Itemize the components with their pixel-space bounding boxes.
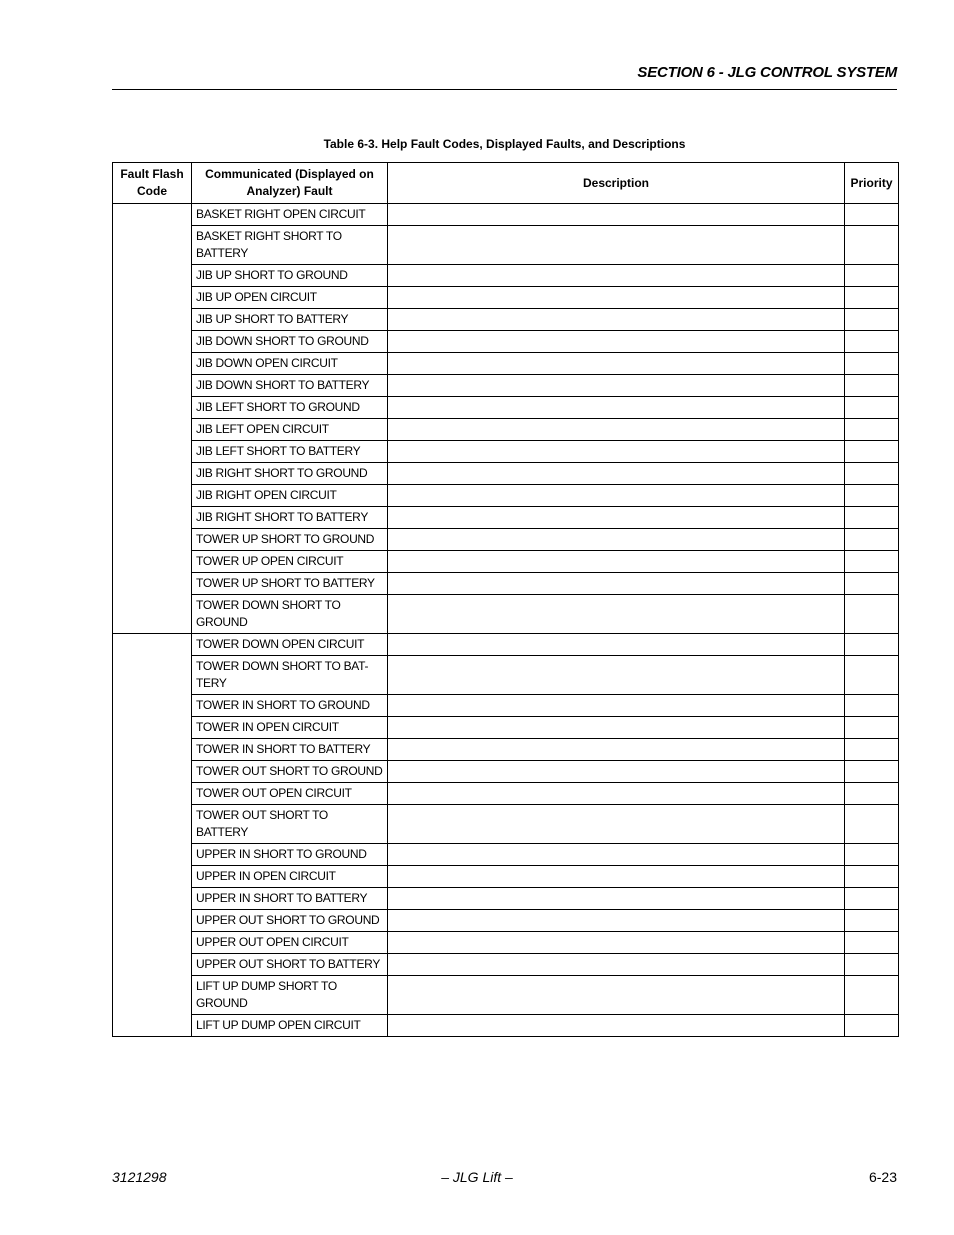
priority-cell [845,507,899,529]
priority-cell [845,695,899,717]
priority-cell [845,656,899,695]
description-cell [388,1015,845,1037]
table-row [113,331,899,353]
table-row [113,739,899,761]
priority-cell [845,375,899,397]
table-row [113,695,899,717]
priority-cell [845,331,899,353]
priority-cell [845,419,899,441]
fault-name-cell: JIB DOWN OPEN CIRCUIT [192,353,388,375]
fault-name-cell: UPPER IN SHORT TO BATTERY [192,888,388,910]
table-row [113,463,899,485]
fault-name-cell: TOWER DOWN SHORT TO GROUND [192,595,388,634]
fault-name-cell: TOWER DOWN OPEN CIRCUIT [192,634,388,656]
description-cell [388,805,845,844]
table-row [113,761,899,783]
description-cell [388,888,845,910]
fault-name-cell: BASKET RIGHT OPEN CIRCUIT [192,204,388,226]
table-row [113,485,899,507]
description-cell [388,265,845,287]
table-row [113,226,899,265]
table-row [113,529,899,551]
description-cell [388,783,845,805]
description-cell [388,739,845,761]
priority-cell [845,910,899,932]
table-row [113,287,899,309]
priority-cell [845,573,899,595]
fault-name-cell: TOWER OUT SHORT TO BATTERY [192,805,388,844]
description-cell [388,397,845,419]
fault-name-cell: TOWER UP SHORT TO BATTERY [192,573,388,595]
fault-name-cell: JIB UP OPEN CIRCUIT [192,287,388,309]
description-cell [388,375,845,397]
priority-cell [845,265,899,287]
table-row [113,551,899,573]
priority-cell [845,717,899,739]
table-row [113,441,899,463]
header-description: Description [388,163,845,204]
fault-name-cell: TOWER IN SHORT TO GROUND [192,695,388,717]
description-cell [388,844,845,866]
table-row [113,844,899,866]
priority-cell [845,1015,899,1037]
priority-cell [845,844,899,866]
description-cell [388,717,845,739]
description-cell [388,309,845,331]
fault-name-cell: JIB DOWN SHORT TO BATTERY [192,375,388,397]
fault-name-cell: BASKET RIGHT SHORT TO BATTERY [192,226,388,265]
header-rule [112,89,897,90]
fault-name-cell: TOWER OUT SHORT TO GROUND [192,761,388,783]
fault-name-cell: UPPER IN SHORT TO GROUND [192,844,388,866]
description-cell [388,761,845,783]
description-cell [388,226,845,265]
description-cell [388,595,845,634]
description-cell [388,331,845,353]
description-cell [388,463,845,485]
fault-name-cell: JIB DOWN SHORT TO GROUND [192,331,388,353]
table-row [113,954,899,976]
table-row [113,573,899,595]
table-title: Table 6-3. Help Fault Codes, Displayed Faults, and Descriptions [323,137,686,151]
header-fault-flash-code: Fault Flash Code [113,163,192,204]
priority-cell [845,529,899,551]
priority-cell [845,226,899,265]
priority-cell [845,485,899,507]
priority-cell [845,441,899,463]
priority-cell [845,888,899,910]
description-cell [388,551,845,573]
footer-center-label: – JLG Lift – [441,1169,513,1185]
priority-cell [845,976,899,1015]
table-row [113,204,899,226]
fault-flash-code-cell [113,204,192,634]
table-row [113,595,899,634]
fault-name-cell: TOWER IN SHORT TO BATTERY [192,739,388,761]
fault-name-cell: JIB LEFT SHORT TO BATTERY [192,441,388,463]
description-cell [388,656,845,695]
table-row [113,309,899,331]
fault-name-cell: TOWER DOWN SHORT TO BAT-TERY [192,656,388,695]
header-priority: Priority [845,163,899,204]
table-row [113,783,899,805]
description-cell [388,287,845,309]
table-row [113,353,899,375]
fault-name-cell: JIB RIGHT OPEN CIRCUIT [192,485,388,507]
description-cell [388,695,845,717]
fault-name-cell: TOWER IN OPEN CIRCUIT [192,717,388,739]
priority-cell [845,634,899,656]
priority-cell [845,287,899,309]
fault-name-cell: UPPER OUT SHORT TO GROUND [192,910,388,932]
description-cell [388,634,845,656]
table-row [113,888,899,910]
footer-page-number: 6-23 [868,1169,897,1185]
description-cell [388,954,845,976]
table-row [113,910,899,932]
table-row [113,866,899,888]
priority-cell [845,805,899,844]
table-row [113,507,899,529]
table-row [113,805,899,844]
table-row [113,976,899,1015]
priority-cell [845,783,899,805]
priority-cell [845,353,899,375]
header-communicated-fault: Communicated (Displayed on Analyzer) Fault [192,163,388,204]
fault-name-cell: TOWER UP SHORT TO GROUND [192,529,388,551]
footer-doc-number: 3121298 [112,1169,167,1185]
priority-cell [845,204,899,226]
fault-name-cell: JIB UP SHORT TO BATTERY [192,309,388,331]
fault-name-cell: LIFT UP DUMP SHORT TO GROUND [192,976,388,1015]
fault-name-cell: JIB UP SHORT TO GROUND [192,265,388,287]
fault-name-cell: JIB LEFT OPEN CIRCUIT [192,419,388,441]
priority-cell [845,595,899,634]
table-row [113,397,899,419]
table-row [113,717,899,739]
fault-name-cell: JIB LEFT SHORT TO GROUND [192,397,388,419]
description-cell [388,866,845,888]
table-row [113,932,899,954]
section-title: SECTION 6 - JLG CONTROL SYSTEM [637,64,897,81]
description-cell [388,529,845,551]
fault-codes-table [112,162,899,1037]
priority-cell [845,397,899,419]
fault-name-cell: UPPER IN OPEN CIRCUIT [192,866,388,888]
description-cell [388,932,845,954]
table-row [113,419,899,441]
priority-cell [845,739,899,761]
priority-cell [845,309,899,331]
table-row [113,1015,899,1037]
fault-name-cell: JIB RIGHT SHORT TO GROUND [192,463,388,485]
table-row [113,634,899,656]
priority-cell [845,551,899,573]
table-header-row [113,163,899,204]
fault-name-cell: LIFT UP DUMP OPEN CIRCUIT [192,1015,388,1037]
fault-name-cell: UPPER OUT SHORT TO BATTERY [192,954,388,976]
priority-cell [845,761,899,783]
fault-name-cell: JIB RIGHT SHORT TO BATTERY [192,507,388,529]
priority-cell [845,463,899,485]
table-row [113,656,899,695]
description-cell [388,910,845,932]
description-cell [388,419,845,441]
table-body [113,204,899,1037]
fault-name-cell: TOWER OUT OPEN CIRCUIT [192,783,388,805]
description-cell [388,507,845,529]
description-cell [388,441,845,463]
fault-name-cell: TOWER UP OPEN CIRCUIT [192,551,388,573]
priority-cell [845,932,899,954]
table-row [113,375,899,397]
priority-cell [845,954,899,976]
description-cell [388,204,845,226]
description-cell [388,976,845,1015]
priority-cell [845,866,899,888]
description-cell [388,353,845,375]
fault-flash-code-cell [113,634,192,1037]
fault-name-cell: UPPER OUT OPEN CIRCUIT [192,932,388,954]
description-cell [388,573,845,595]
table-row [113,265,899,287]
description-cell [388,485,845,507]
